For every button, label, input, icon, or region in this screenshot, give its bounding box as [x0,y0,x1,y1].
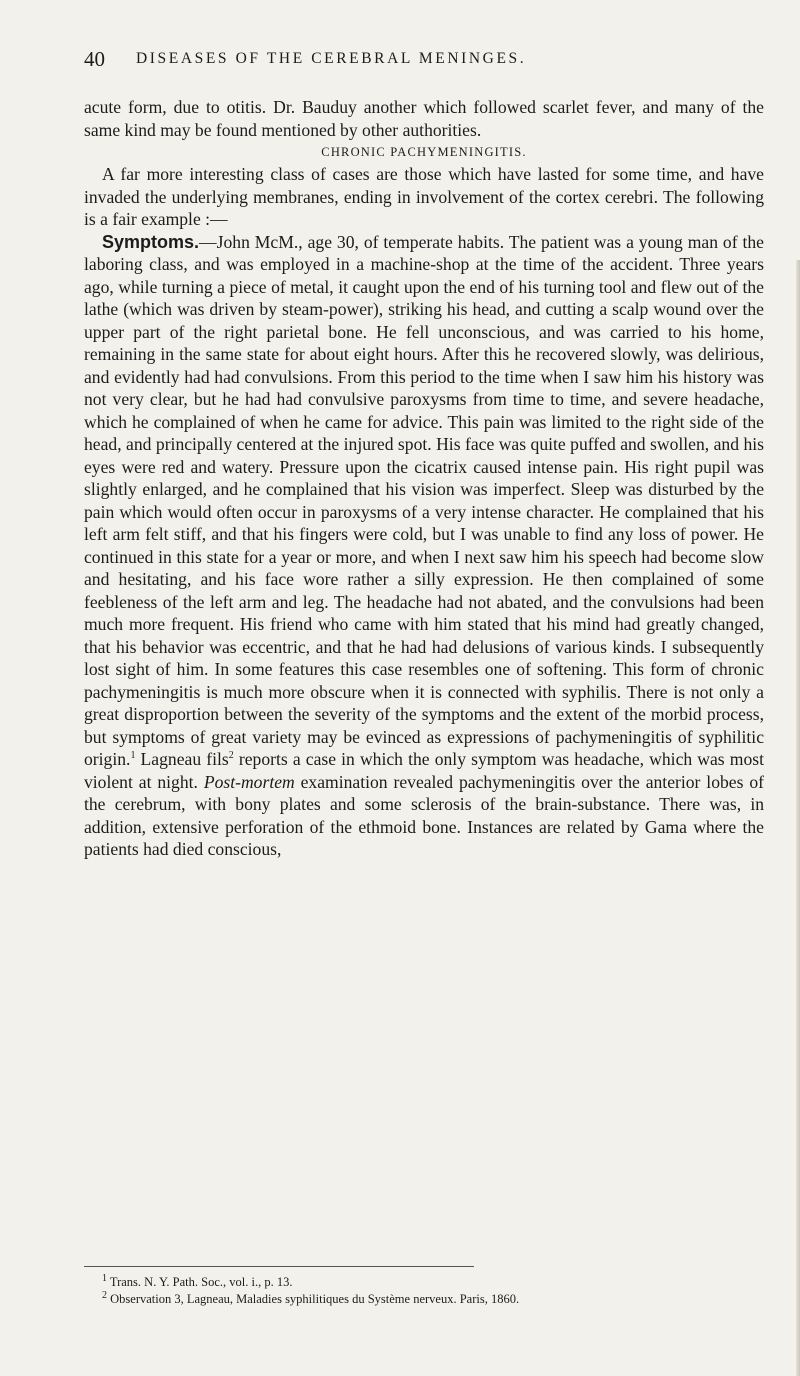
paragraph-continuation: acute form, due to otitis. Dr. Bauduy another which followed scarlet fever, and many of the same kind may be found mentioned by other authorities. [84,97,764,140]
case-text-part-4: examination revealed pachymeningitis over the anterior lobes of the cerebrum, with bony plates and some sclerosis of the brain-substance. There was, in addition, extensive perforation of the ethmoid bone. Instances are related by Gama where the patients had died conscious, [84,771,764,859]
footnote-divider [84,1266,474,1267]
case-text-part-2: Lagneau fils [135,749,229,769]
page-edge-shadow [796,260,800,1376]
case-text-part-1: —John McM., age 30, of temperate habits. The patient was a young man of the laboring class, and was employed in a machine-shop at the time of the accident. Three years ago, while turning a piece of metal, it caught upon the end of his turning tool and flew out of the lathe (which was driven by steam-power), striking his head, and cutting a scalp wound over the upper part of the right parietal bone. He fell unconscious, and was carried to his home, remaining in the same state for about eight hours. After this he recovered slowly, was delirious, and evidently had had convulsions. From this period to the time when I saw him his history was not very clear, but he had had convulsive paroxysms from time to time, and severe headache, which he complained of when he came for advice. This pain was limited to the right side of the head, and principally centered at the injured spot. His face was quite puffed and swollen, and his eyes were red and watery. Pressure upon the cicatrix caused intense pain. His right pupil was slightly enlarged, and he complained that his vision was imperfect. Sleep was disturbed by the pain which would often occur in paroxysms of a very intense character. He complained that his left arm felt stiff, and that his fingers were cold, but I was unable to find any loss of power. He continued in this state for a year or more, and when I next saw him his speech had become slow and hesitating, and his face wore rather a silly expression. He then complained of some feebleness of the left arm and leg. The headache had not abated, and the convulsions had been much more frequent. His friend who came with him stated that his mind had greatly changed, that his behavior was eccentric, and that he had had delusions of various kinds. I subsequently lost sight of him. In some features this case resembles one of softening. This form of chronic pachymeningitis is much more obscure when it is connected with syphilis. There is not only a great disproportion between the severity of the symptoms and the extent of the morbid process, but symptoms of great variety may be evinced as expressions of pachymeningitis of syphilitic origin. [84,231,764,769]
footnote-2-mark: 2 [102,1289,107,1301]
footnote-1 [84,1274,764,1291]
page-number: 40 [84,47,105,71]
page-header [84,47,764,77]
paragraph-intro: A far more interesting class of cases are those which have lasted for some time, and have invaded the underlying membranes, ending in involvement of the cortex cerebri. The following is a fair example :— [84,164,764,229]
footnote-1-text: Trans. N. Y. Path. Soc., vol. i., p. 13. [107,1275,293,1289]
footnotes [84,1274,764,1308]
running-title: DISEASES OF THE CEREBRAL MENINGES. [136,50,527,67]
paragraph-case-report [84,231,764,861]
footnote-ref-2: 2 [228,750,234,762]
footnote-2-text: Observation 3, Lagneau, Maladies syphilitiques du Système nerveux. Paris, 1860. [107,1292,520,1306]
body-text [84,96,764,861]
post-mortem-italic: Post-mortem [203,771,295,792]
footnote-1-mark: 1 [102,1272,107,1284]
section-heading: CHRONIC PACHYMENINGITIS. [321,145,527,159]
symptoms-lead-term: Symptoms. [102,231,200,252]
footnote-2 [84,1291,764,1308]
case-text-part-3: reports a case in which the only symptom was headache, which was most violent at night. [84,749,764,792]
footnote-ref-1: 1 [130,750,136,762]
